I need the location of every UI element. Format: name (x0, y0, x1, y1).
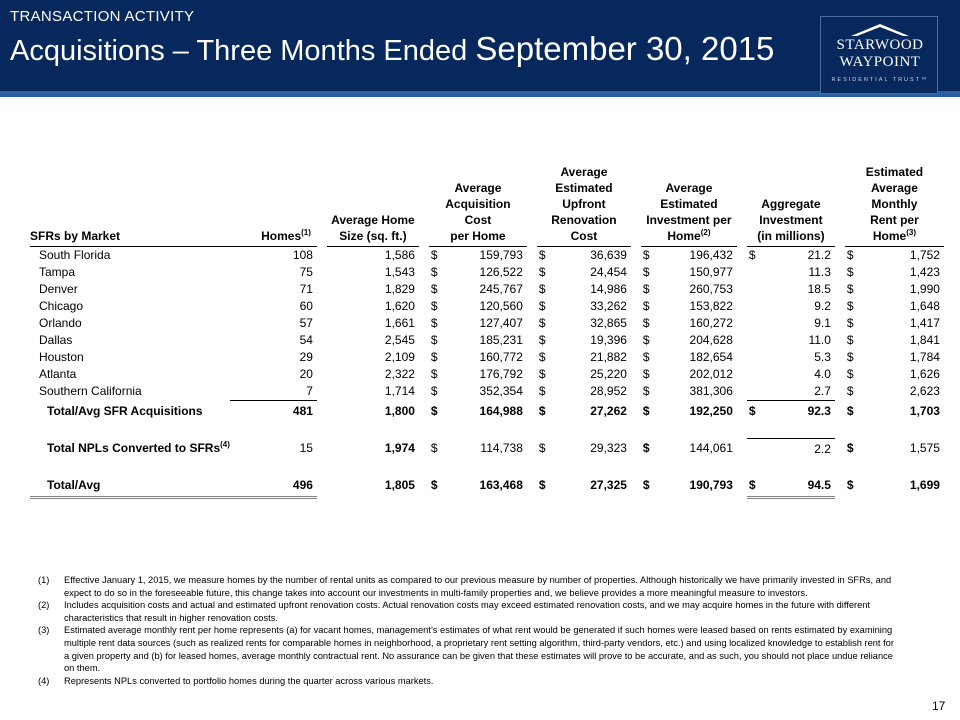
market-name: Orlando (39, 316, 82, 330)
header-investment-per-home (641, 164, 737, 247)
size-cell: 1,620 (384, 299, 415, 313)
aggregate-cell: 2.7 (814, 384, 831, 398)
dollar-sign: $ (642, 403, 650, 418)
section-label: TRANSACTION ACTIVITY (10, 8, 195, 25)
footnote-text: Effective January 1, 2015, we measure homes by the number of rental units as compared to our previous measure by number of properties. Although historically we have primarily invested in SFRs, and expect to do so in the foreseeable future, this change takes into account our investments in multi-family properties and, we believe provides a more meaningful measure to investors. (64, 575, 892, 598)
logo-line-1: STARWOOD (836, 37, 924, 53)
investment-cell: 196,432 (689, 248, 733, 262)
grand-total-homes: 496 (230, 475, 317, 498)
dollar-sign: $ (538, 384, 546, 399)
header-renovation-line: Average (560, 165, 608, 179)
dollar-sign: $ (430, 367, 438, 381)
total-sfr-label: Total/Avg SFR Acquisitions (47, 403, 203, 418)
header-homes (230, 164, 317, 247)
dollar-sign: $ (846, 478, 854, 493)
dollar-sign: $ (642, 350, 650, 364)
homes-cell: 29 (299, 350, 313, 364)
company-logo (820, 16, 938, 94)
aggregate-cell: 5.3 (814, 350, 831, 364)
dollar-sign: $ (430, 282, 438, 296)
rent-cell: 1,841 (909, 333, 940, 347)
header-aggregate-line: Investment (759, 213, 823, 227)
footnote (38, 599, 898, 624)
market-name: South Florida (39, 248, 111, 262)
header-investment-line: Average (665, 181, 713, 195)
rent-cell: 1,784 (909, 350, 940, 364)
size-cell: 1,661 (384, 316, 415, 330)
dollar-sign: $ (642, 248, 650, 262)
acq-cost-cell: 127,407 (479, 316, 523, 330)
dollar-sign: $ (642, 265, 650, 279)
dollar-sign: $ (430, 299, 438, 313)
acq-cost-cell: 176,792 (479, 367, 523, 381)
dollar-sign: $ (642, 333, 650, 347)
dollar-sign: $ (846, 299, 854, 313)
table-row (30, 298, 944, 315)
total-sfr-acq-cost: 164,988 (479, 403, 523, 418)
aggregate-sign (747, 383, 763, 401)
footnote-number: (2) (38, 600, 50, 611)
total-sfr-aggregate: 92.3 (763, 401, 835, 423)
header-acquisition-cost (429, 164, 527, 247)
grand-total-row (30, 475, 944, 498)
header-aggregate-line: Aggregate (761, 197, 821, 211)
header-size-line: Size (sq. ft.) (339, 229, 407, 243)
investment-cell: 182,654 (689, 350, 733, 364)
aggregate-sign (747, 298, 763, 315)
aggregate-sign (747, 281, 763, 298)
header-rent-line: Average (870, 181, 918, 195)
dollar-sign: $ (846, 367, 854, 381)
aggregate-cell: 4.0 (814, 367, 831, 381)
homes-cell: 75 (299, 265, 313, 279)
grand-total-renovation: 27,325 (590, 478, 627, 493)
dollar-sign: $ (846, 265, 854, 279)
market-name: Denver (39, 282, 78, 296)
acquisitions-table (30, 164, 944, 499)
investment-cell: 204,628 (689, 333, 733, 347)
table-row (30, 332, 944, 349)
header-renovation-line: Upfront (562, 197, 606, 211)
rent-cell: 1,648 (909, 299, 940, 313)
dollar-sign: $ (747, 475, 763, 498)
homes-cell: 20 (299, 367, 313, 381)
header-rent-line: Monthly (871, 197, 918, 211)
header-investment-line: Home (667, 229, 701, 243)
dollar-sign: $ (538, 333, 546, 347)
dollar-sign: $ (642, 316, 650, 330)
acq-cost-cell: 352,354 (479, 384, 523, 399)
dollar-sign: $ (846, 350, 854, 364)
homes-cell: 57 (299, 316, 313, 330)
header-stripe (0, 91, 960, 97)
dollar-sign: $ (430, 248, 438, 262)
dollar-sign: $ (538, 478, 546, 493)
dollar-sign: $ (538, 265, 546, 279)
footnotes (38, 574, 898, 687)
footnote-number: (3) (38, 625, 50, 636)
homes-cell: 71 (299, 282, 313, 296)
dollar-sign: $ (642, 441, 650, 456)
size-cell: 2,545 (384, 333, 415, 347)
header-market: SFRs by Market (30, 164, 230, 247)
dollar-sign: $ (642, 299, 650, 313)
header-renovation-cost (537, 164, 631, 247)
dollar-sign: $ (846, 316, 854, 330)
rent-cell: 1,752 (909, 248, 940, 262)
logo-line-2: WAYPOINT (839, 54, 921, 70)
table-row (30, 349, 944, 366)
investment-cell: 381,306 (689, 384, 733, 399)
homes-cell: 54 (299, 333, 313, 347)
dollar-sign: $ (538, 403, 546, 418)
aggregate-cell: 11.0 (808, 333, 831, 347)
dollar-sign: $ (642, 384, 650, 399)
investment-cell: 160,272 (689, 316, 733, 330)
table-row (30, 315, 944, 332)
header-investment-line: Estimated (660, 197, 718, 211)
dollar-sign: $ (430, 265, 438, 279)
acq-cost-cell: 245,767 (479, 282, 523, 296)
dollar-sign: $ (430, 478, 438, 493)
renovation-cell: 28,952 (590, 384, 627, 399)
dollar-sign: $ (538, 282, 546, 296)
footnote (38, 624, 898, 674)
acq-cost-cell: 120,560 (479, 299, 523, 313)
header-renovation-line: Renovation Cost (551, 213, 617, 243)
market-name: Atlanta (39, 367, 77, 381)
acq-cost-cell: 159,793 (479, 248, 523, 262)
table-header-row (30, 164, 944, 247)
aggregate-sign (747, 366, 763, 383)
dollar-sign: $ (538, 350, 546, 364)
grand-total-rent: 1,699 (909, 478, 940, 493)
aggregate-cell: 9.2 (814, 299, 831, 313)
dollar-sign: $ (538, 299, 546, 313)
title-part-2: September 30, 2015 (475, 30, 775, 67)
renovation-cell: 36,639 (590, 248, 627, 262)
homes-cell: 60 (299, 299, 313, 313)
total-npl-size: 1,974 (384, 441, 415, 456)
aggregate-sign (747, 315, 763, 332)
total-npl-label (30, 438, 230, 459)
total-sfr-size: 1,800 (384, 403, 415, 418)
total-npl-note: (4) (220, 440, 230, 450)
table-row (30, 281, 944, 298)
total-sfr-rent: 1,703 (909, 403, 940, 418)
market-name: Southern California (39, 384, 142, 399)
renovation-cell: 19,396 (590, 333, 627, 347)
market-name: Dallas (39, 333, 73, 347)
renovation-cell: 33,262 (590, 299, 627, 313)
footnote-number: (1) (38, 575, 50, 585)
grand-total-aggregate: 94.5 (763, 475, 835, 498)
total-npl-aggregate: 2.2 (763, 438, 835, 459)
total-sfr-row (30, 401, 944, 423)
homes-cell: 108 (292, 248, 313, 262)
header-investment-line: Investment per (646, 213, 732, 227)
table-row (30, 366, 944, 383)
renovation-cell: 14,986 (590, 282, 627, 296)
renovation-cell: 32,865 (590, 316, 627, 330)
aggregate-cell: 9.1 (814, 316, 831, 330)
total-sfr-renovation: 27,262 (590, 403, 627, 418)
size-cell: 1,829 (384, 282, 415, 296)
rent-cell: 2,623 (909, 384, 940, 399)
market-name: Houston (39, 350, 84, 364)
dollar-sign: $ (846, 441, 854, 456)
header-homes-label: Homes (261, 229, 302, 243)
total-npl-acq-cost: 114,738 (480, 441, 523, 456)
size-cell: 2,322 (384, 367, 415, 381)
footnote-text: Estimated average monthly rent per home represents (a) for vacant homes, management’s estimates of what rent would be generated if such homes were leased based on rents estimated by examining multiple rent data sources (such as realized rents for comparable homes in neighborhood, a proprietary rent setting algorithm, third-party vendors, etc.) and using localized knowledge to establish rent for a given property and (b) for leased homes, average monthly contractual rent. No assurance can be given that these estimates will prove to be accurate, and as such, you should not place undue reliance on them. (64, 625, 894, 674)
footnote (38, 675, 898, 688)
header-aggregate-line: (in millions) (757, 229, 825, 243)
page-title (10, 30, 774, 68)
aggregate-sign: $ (748, 248, 756, 262)
rent-cell: 1,626 (909, 367, 940, 381)
header-acq-line: Average (454, 181, 502, 195)
acq-cost-cell: 126,522 (479, 265, 523, 279)
dollar-sign: $ (846, 248, 854, 262)
total-npl-renovation: 29,323 (590, 441, 627, 456)
rent-cell: 1,417 (909, 316, 940, 330)
market-name: Tampa (39, 265, 76, 279)
aggregate-cell: 21.2 (807, 248, 831, 262)
dollar-sign: $ (846, 384, 854, 399)
footnote-number: (4) (38, 675, 50, 686)
dollar-sign: $ (538, 248, 546, 262)
dollar-sign: $ (430, 441, 438, 456)
dollar-sign: $ (430, 403, 438, 418)
footnote-text: Includes acquisition costs and actual and estimated upfront renovation costs. Actual renovation costs may exceed estimated renovation costs, and we may acquire homes in the future with different characteristics that result in higher renovation costs. (64, 600, 871, 623)
rent-cell: 1,990 (909, 282, 940, 296)
dollar-sign: $ (538, 367, 546, 381)
header-renovation-line: Estimated (555, 181, 613, 195)
table-row (30, 247, 944, 265)
roof-icon (851, 23, 909, 37)
dollar-sign: $ (846, 333, 854, 347)
dollar-sign: $ (642, 282, 650, 296)
grand-total-label: Total/Avg (30, 475, 230, 498)
aggregate-sign (747, 349, 763, 366)
total-npl-row (30, 438, 944, 459)
header-rent-line: Rent per Home (870, 213, 919, 243)
acq-cost-cell: 185,231 (479, 333, 523, 347)
dollar-sign: $ (430, 350, 438, 364)
renovation-cell: 21,882 (590, 350, 627, 364)
dollar-sign: $ (642, 367, 650, 381)
size-cell: 2,109 (384, 350, 415, 364)
aggregate-sign (747, 264, 763, 281)
acq-cost-cell: 160,772 (479, 350, 523, 364)
dollar-sign: $ (846, 282, 854, 296)
total-sfr-homes: 481 (230, 401, 317, 423)
page-number: 17 (932, 699, 946, 713)
size-cell: 1,586 (384, 248, 415, 262)
total-npl-investment: 144,061 (689, 441, 733, 456)
header-acq-line: Acquisition Cost (445, 197, 511, 227)
total-npl-homes: 15 (299, 441, 313, 456)
investment-cell: 153,822 (689, 299, 733, 313)
dollar-sign: $ (430, 384, 438, 399)
dollar-sign: $ (538, 316, 546, 330)
dollar-sign: $ (642, 478, 650, 493)
footnote-text: Represents NPLs converted to portfolio homes during the quarter across various markets. (64, 675, 434, 686)
aggregate-sign (747, 332, 763, 349)
aggregate-cell: 11.3 (808, 265, 831, 279)
table-row (30, 383, 944, 401)
dollar-sign: $ (538, 441, 546, 456)
header-rent-note: (3) (906, 228, 916, 237)
homes-cell: 7 (306, 384, 313, 398)
total-npl-label-text: Total NPLs Converted to SFRs (47, 441, 221, 456)
title-part-1: Acquisitions – Three Months Ended (10, 35, 476, 67)
investment-cell: 150,977 (689, 265, 733, 279)
rent-cell: 1,423 (909, 265, 940, 279)
investment-cell: 202,012 (689, 367, 733, 381)
grand-total-acq-cost: 163,468 (479, 478, 523, 493)
dollar-sign: $ (846, 403, 854, 418)
header-size (327, 164, 419, 247)
aggregate-cell: 18.5 (807, 282, 831, 296)
header-aggregate-investment (747, 164, 835, 247)
header-rent-line: Estimated (865, 165, 924, 179)
dollar-sign: $ (430, 316, 438, 330)
dollar-sign: $ (430, 333, 438, 347)
table-row (30, 264, 944, 281)
size-cell: 1,714 (384, 384, 415, 399)
header-monthly-rent (845, 164, 944, 247)
grand-total-size: 1,805 (384, 478, 415, 493)
investment-cell: 260,753 (689, 282, 733, 296)
grand-total-investment: 190,793 (689, 478, 733, 493)
header-investment-note: (2) (700, 228, 711, 237)
logo-line-3: RESIDENTIAL TRUST™ (831, 77, 929, 83)
total-npl-rent: 1,575 (909, 441, 940, 456)
dollar-sign: $ (747, 401, 763, 423)
header-acq-line: per Home (450, 229, 506, 243)
market-name: Chicago (39, 299, 84, 313)
total-sfr-investment: 192,250 (689, 403, 733, 418)
header-size-line: Average Home (331, 213, 415, 227)
header-homes-note: (1) (301, 228, 311, 237)
size-cell: 1,543 (384, 265, 415, 279)
renovation-cell: 25,220 (590, 367, 627, 381)
footnote (38, 574, 898, 599)
renovation-cell: 24,454 (590, 265, 627, 279)
